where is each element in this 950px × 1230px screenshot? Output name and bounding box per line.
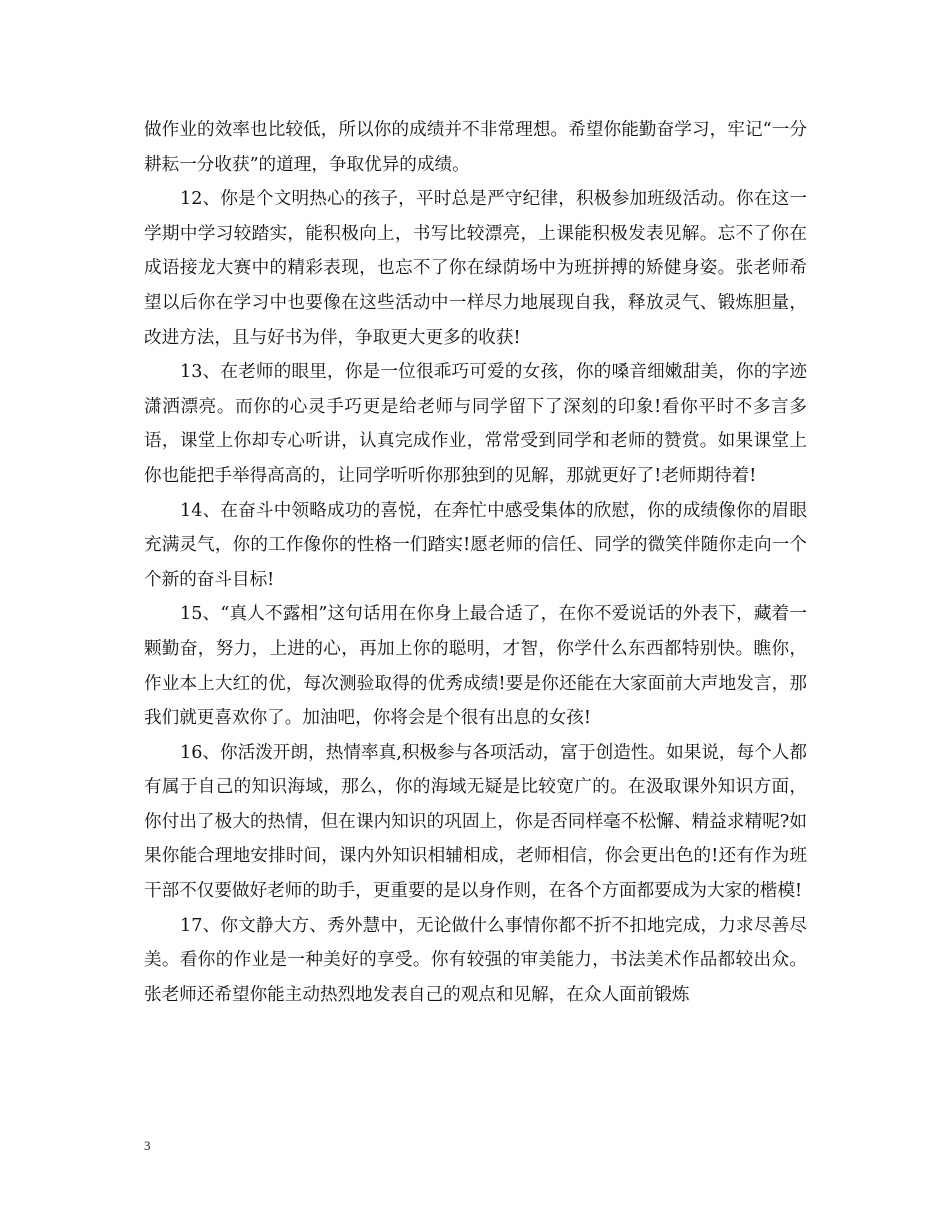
paragraph-16: 16、你活泼开朗，热情率真,积极参与各项活动，富于创造性。如果说，每个人都有属于自己的知识海域，那么，你的海域无疑是比较宽广的。在汲取课外知识方面，你付出了极大的热情，但在课内知识的巩固上，你是否同样毫不松懈、精益求精呢?如果你能合理地安排时间，课内外知识相辅相成，老师相信，你会更出色的!还有作为班干部不仅要做好老师的助手，更重要的是以身作则，在各个方面都要成为大家的楷模! <box>144 742 807 902</box>
paragraph-14: 14、在奋斗中领略成功的喜悦，在奔忙中感受集体的欣慰，你的成绩像你的眉眼充满灵气，你的工作像你的性格一们踏实!愿老师的信任、同学的微笑伴随你走向一个个新的奋斗目标! <box>144 500 807 590</box>
paragraph-continuation: 做作业的效率也比较低，所以你的成绩并不非常理想。希望你能勤奋学习，牢记“一分耕耘一分收获”的道理，争取优异的成绩。 <box>144 120 807 175</box>
paragraph-13: 13、在老师的眼里，你是一位很乖巧可爱的女孩，你的嗓音细嫩甜美，你的字迹潇洒漂亮。而你的心灵手巧更是给老师与同学留下了深刻的印象!看你平时不多言多语，课堂上你却专心听讲，认真完成作业，常常受到同学和老师的赞赏。如果课堂上你也能把手举得高高的，让同学听听你那独到的见解，那就更好了!老师期待着! <box>144 362 807 486</box>
paragraph-12: 12、你是个文明热心的孩子，平时总是严守纪律，积极参加班级活动。你在这一学期中学习较踏实，能积极向上，书写比较漂亮，上课能积极发表见解。忘不了你在成语接龙大赛中的精彩表现，也忘不了你在绿荫场中为班拼搏的矫健身姿。张老师希望以后你在学习中也要像在这些活动中一样尽力地展现自我，释放灵气、锻炼胆量，改进方法，且与好书为伴，争取更大更多的收获! <box>144 189 807 348</box>
page-number: 3 <box>144 1138 151 1153</box>
paragraph-17: 17、你文静大方、秀外慧中，无论做什么事情你都不折不扣地完成，力求尽善尽美。看你的作业是一种美好的享受。你有较强的审美能力，书法美术作品都较出众。张老师还希望你能主动热烈地发表自己的观点和见解，在众人面前锻炼 <box>144 915 807 1005</box>
paragraph-15: 15、“真人不露相”这句话用在你身上最合适了，在你不爱说话的外表下，藏着一颗勤奋，努力，上进的心，再加上你的聪明，才智，你学什么东西都特别快。瞧你，作业本上大红的优，每次测验取得的优秀成绩!要是你还能在大家面前大声地发言，那我们就更喜欢你了。加油吧，你将会是个很有出息的女孩! <box>144 604 807 729</box>
document-body <box>144 113 807 1012</box>
